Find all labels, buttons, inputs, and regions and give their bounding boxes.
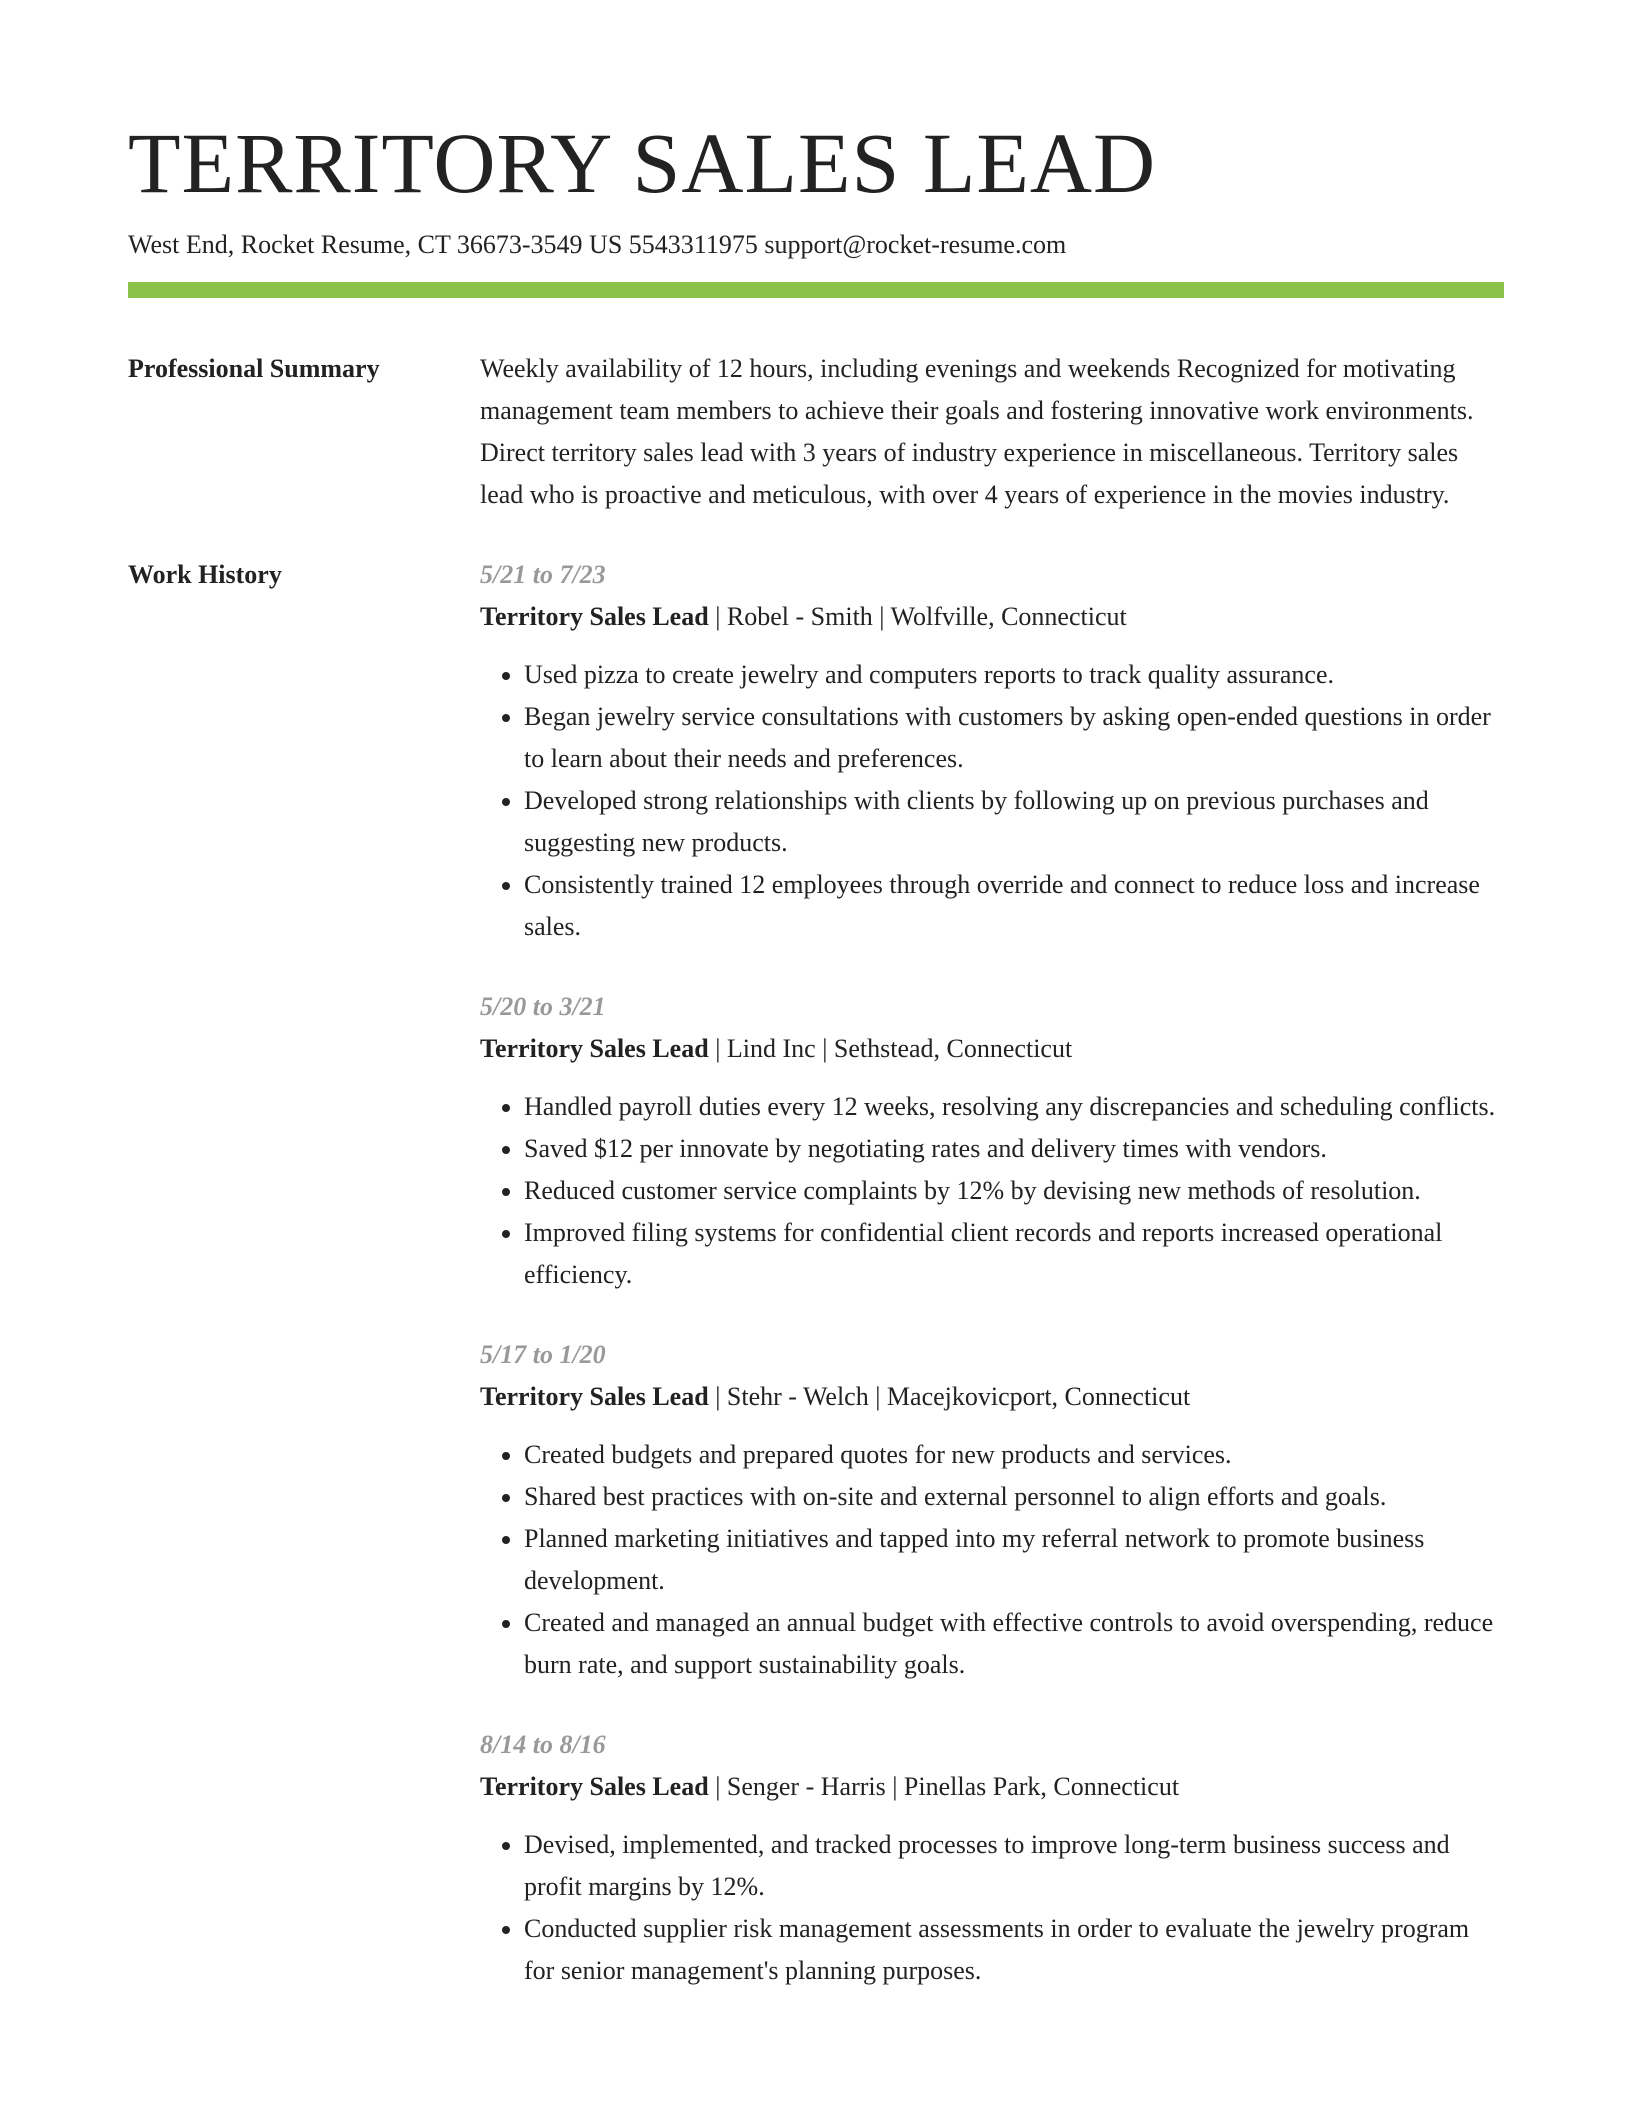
contact-address: West End, Rocket Resume, CT 36673-3549 US [128, 230, 623, 259]
job-bullet: • Created budgets and prepared quotes for new products and services. [524, 1434, 1504, 1476]
job-heading [480, 596, 1504, 638]
accent-divider [128, 282, 1504, 298]
summary-body [480, 348, 1504, 516]
job-bullet: • Reduced customer service complaints by 12% by devising new methods of resolution. [524, 1170, 1504, 1212]
job-bullet: • Planned marketing initiatives and tapped into my referral network to promote business development. [524, 1518, 1504, 1602]
summary-text: Weekly availability of 12 hours, including evenings and weekends Recognized for motivating management team members to achieve their goals and fostering innovative work environments. Direct territory sales lead with 3 years of industry experience in miscellaneous. Territory sales lead who is proactive and meticulous, with over 4 years of experience in the movies industry. [480, 353, 1474, 509]
job-heading [480, 1766, 1504, 1808]
page-title: TERRITORY SALES LEAD [128, 115, 1157, 211]
job-title: Territory Sales Lead [480, 1033, 709, 1063]
job-dates: 5/20 to 3/21 [480, 991, 606, 1021]
job-bullets [480, 1086, 1504, 1296]
job-dates: 5/21 to 7/23 [480, 559, 606, 589]
job-bullet: • Handled payroll duties every 12 weeks, resolving any discrepancies and scheduling conflicts. [524, 1086, 1504, 1128]
job-details: | Stehr - Welch | Macejkovicport, Connecticut [708, 1381, 1191, 1411]
job-bullets [480, 654, 1504, 948]
job-entry [480, 554, 1504, 948]
contact-email: support@rocket-resume.com [764, 230, 1067, 259]
job-title: Territory Sales Lead [480, 1771, 709, 1801]
resume-page [128, 115, 1504, 2030]
job-bullets [480, 1434, 1504, 1686]
contact-phone: 5543311975 [628, 230, 758, 259]
job-entry [480, 986, 1504, 1296]
job-bullet: • Created and managed an annual budget with effective controls to avoid overspending, reduce burn rate, and support sustainability goals. [524, 1602, 1504, 1686]
job-title: Territory Sales Lead [480, 1381, 709, 1411]
work-history-section [128, 554, 1504, 2030]
summary-section [128, 348, 1504, 516]
job-bullet: • Used pizza to create jewelry and computers reports to track quality assurance. [524, 654, 1504, 696]
job-details: | Lind Inc | Sethstead, Connecticut [708, 1033, 1073, 1063]
job-bullet: • Saved $12 per innovate by negotiating rates and delivery times with vendors. [524, 1128, 1504, 1170]
job-heading [480, 1376, 1504, 1418]
job-heading [480, 1028, 1504, 1070]
job-bullet: • Began jewelry service consultations with customers by asking open-ended questions in order to learn about their needs and preferences. [524, 696, 1504, 780]
job-dates: 8/14 to 8/16 [480, 1729, 606, 1759]
job-dates: 5/17 to 1/20 [480, 1339, 606, 1369]
job-bullet: • Devised, implemented, and tracked processes to improve long-term business success and profit margins by 12%. [524, 1824, 1504, 1908]
job-bullet: • Shared best practices with on-site and external personnel to align efforts and goals. [524, 1476, 1504, 1518]
job-details: | Robel - Smith | Wolfville, Connecticut [708, 601, 1127, 631]
job-title: Territory Sales Lead [480, 601, 709, 631]
work-history-heading: Work History [128, 559, 282, 589]
job-details: | Senger - Harris | Pinellas Park, Connecticut [708, 1771, 1180, 1801]
job-bullet: • Conducted supplier risk management assessments in order to evaluate the jewelry program for senior management's planning purposes. [524, 1908, 1504, 1992]
job-bullet: • Improved filing systems for confidential client records and reports increased operational efficiency. [524, 1212, 1504, 1296]
job-bullet: • Consistently trained 12 employees through override and connect to reduce loss and increase sales. [524, 864, 1504, 948]
summary-heading: Professional Summary [128, 353, 380, 383]
job-bullet: • Developed strong relationships with clients by following up on previous purchases and suggesting new products. [524, 780, 1504, 864]
work-history-body [480, 554, 1504, 2030]
contact-line [128, 228, 1504, 262]
job-entry [480, 1724, 1504, 1992]
job-bullets [480, 1824, 1504, 1992]
job-entry [480, 1334, 1504, 1686]
